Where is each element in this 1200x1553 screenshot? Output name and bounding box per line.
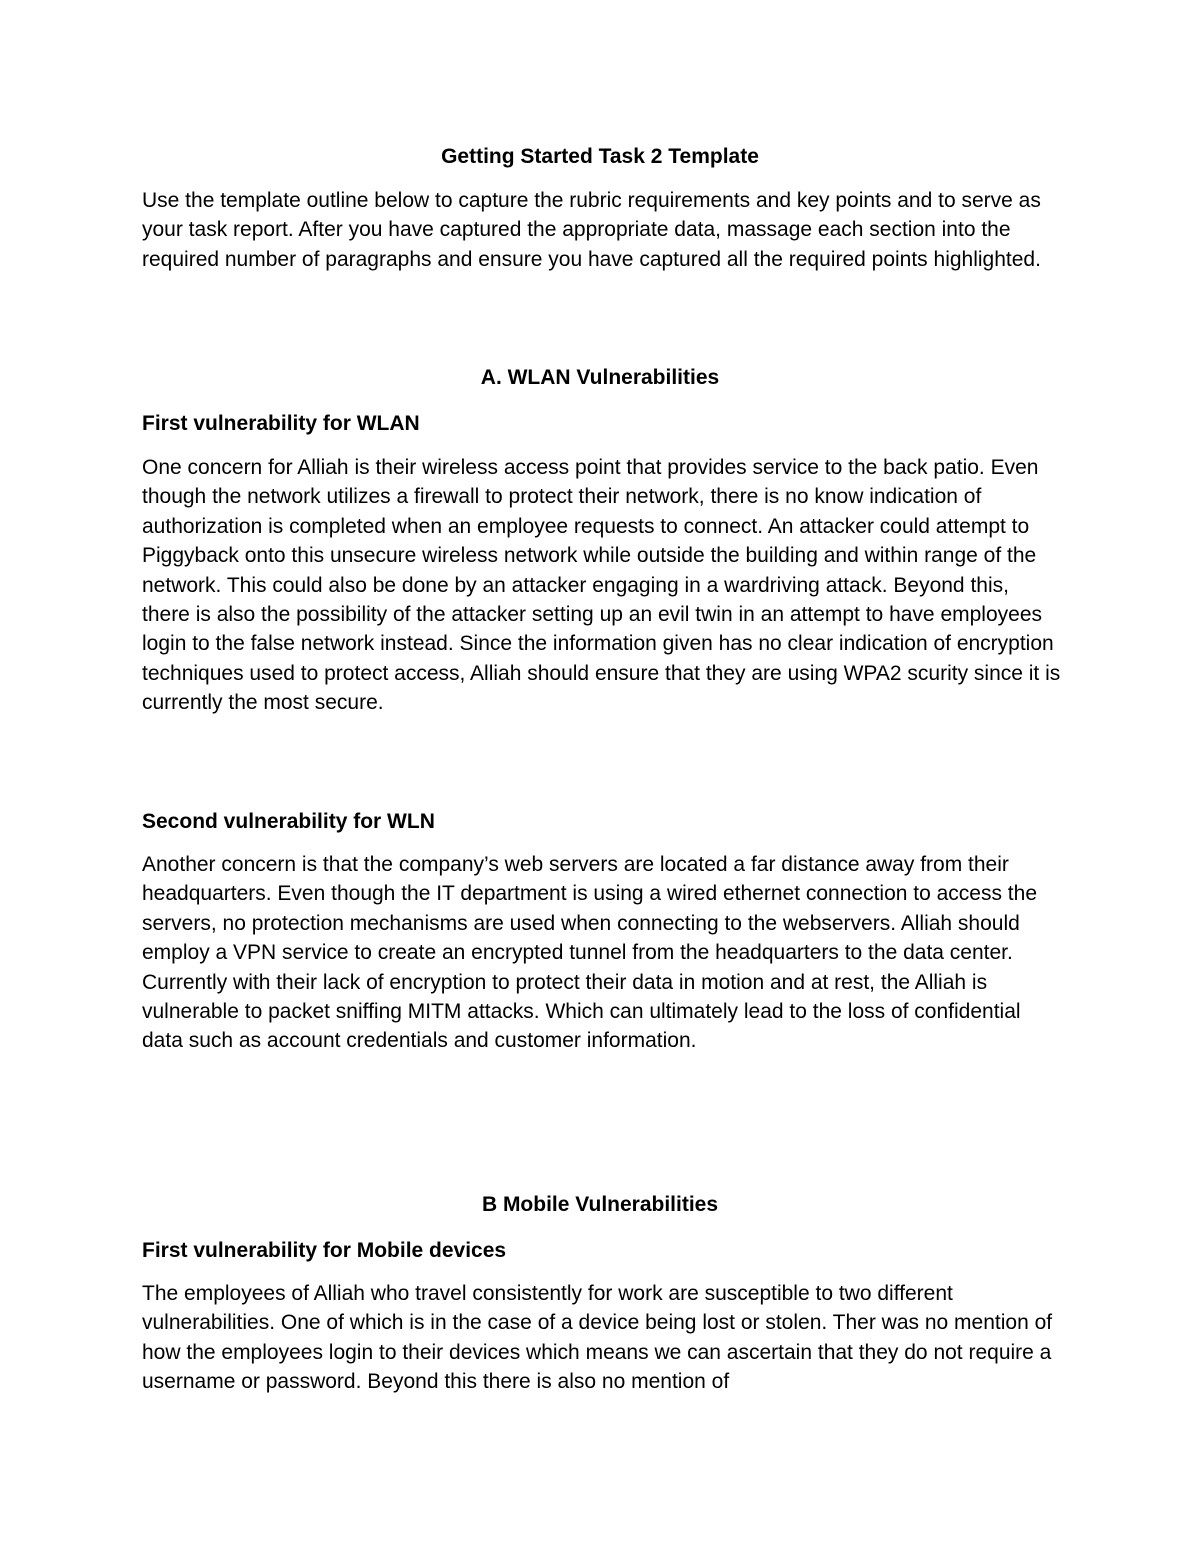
intro-paragraph: Use the template outline below to capture the rubric requirements and key points and to serve as your task report. After you have captured the appropriate data, massage each section into the required number of paragraphs and ensure you have captured all the required points highlighted. <box>142 189 1041 271</box>
section-b-heading: B Mobile Vulnerabilities <box>481 1193 719 1216</box>
document-title: Getting Started Task 2 Template <box>441 145 759 168</box>
second-wlan-vulnerability-heading: Second vulnerability for WLN <box>142 810 435 833</box>
first-mobile-vulnerability-text: The employees of Alliah who travel consistently for work are susceptible to two different vulnerabilities. One of which is in the case of a device being lost or stolen. Ther was no mention of how the employees login to their devices which means we can ascertain that they do not require a username or password. Beyond this there is also no mention of <box>142 1282 1053 1394</box>
section-a-heading: A. WLAN Vulnerabilities <box>480 366 720 389</box>
first-mobile-vulnerability-heading: First vulnerability for Mobile devices <box>142 1239 507 1262</box>
first-wlan-vulnerability-heading: First vulnerability for WLAN <box>142 412 420 435</box>
first-wlan-vulnerability-text: One concern for Alliah is their wireless access point that provides service to the back patio. Even though the network utilizes a firewall to protect their network, there is no know indication of authorization is completed when an employee requests to connect. An attacker could attempt to Piggyback onto this unsecure wireless network while outside the building and within range of the network. This could also be done by an attacker engaging in a wardriving attack. Beyond this, there is also the possibility of the attacker setting up an evil twin in an attempt to have employees login to the false network instead. Since the information given has no clear indication of encryption techniques used to protect access, Alliah should ensure that they are using WPA2 scurity since it is currently the most secure. <box>142 456 1061 715</box>
second-wlan-vulnerability-text: Another concern is that the company’s web servers are located a far distance away from their headquarters. Even though the IT department is using a wired ethernet connection to access the servers, no protection mechanisms are used when connecting to the webservers. Alliah should employ a VPN service to create an encrypted tunnel from the headquarters to the data center. Currently with their lack of encryption to protect their data in motion and at rest, the Alliah is vulnerable to packet sniffing MITM attacks. Which can ultimately lead to the loss of confidential data such as account credentials and customer information. <box>142 853 1038 1053</box>
